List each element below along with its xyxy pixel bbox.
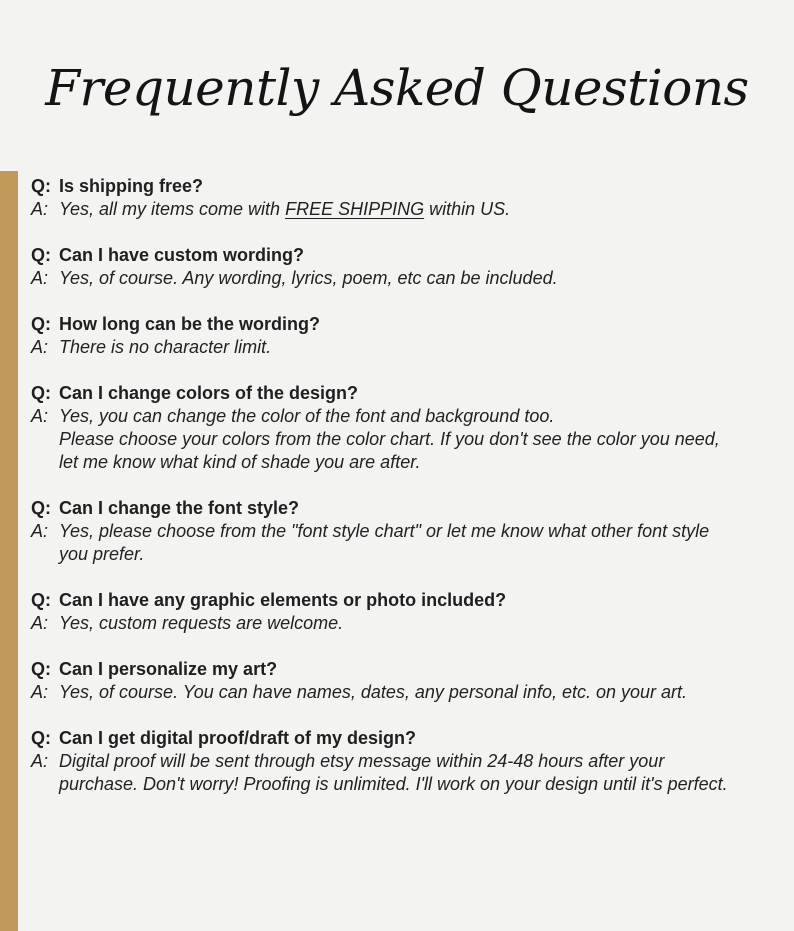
answer-line: Please choose your colors from the color chart. If you don't see the color you need,: [59, 429, 720, 449]
answer-line: Yes, you can change the color of the font and background too.: [59, 406, 555, 426]
answer-line: you prefer.: [59, 544, 145, 564]
answer-text: [59, 750, 781, 796]
answer-line: Yes, please choose from the "font style chart" or let me know what other font style: [59, 521, 710, 541]
question-text: How long can be the wording?: [59, 314, 320, 334]
free-shipping-link[interactable]: FREE SHIPPING: [285, 199, 425, 219]
answer-prefix: A:: [31, 751, 49, 771]
question-prefix: Q:: [31, 659, 51, 679]
answer-prefix: A:: [31, 406, 49, 426]
answer-text: [59, 681, 781, 704]
answer-text: [59, 267, 781, 290]
answer-text: [59, 198, 781, 221]
answer-line: purchase. Don't worry! Proofing is unlimited. I'll work on your design until it's perfect.: [59, 774, 728, 794]
answer-prefix: A:: [31, 613, 49, 633]
answer-prefix: A:: [31, 682, 49, 702]
faq-item-wording-length: [31, 313, 781, 359]
question-text: Can I have custom wording?: [59, 245, 305, 265]
answer: [31, 336, 781, 359]
answer: [31, 198, 781, 221]
answer-text-post: within US.: [424, 199, 511, 219]
question-text: Can I have any graphic elements or photo included?: [59, 590, 507, 610]
answer: [31, 405, 781, 474]
answer: [31, 267, 781, 290]
question: [31, 244, 781, 267]
question: [31, 589, 781, 612]
faq-item-graphic-elements: [31, 589, 781, 635]
question-prefix: Q:: [31, 728, 51, 748]
gold-accent-bar: [0, 171, 18, 931]
answer-prefix: A:: [31, 268, 49, 288]
question-prefix: Q:: [31, 314, 51, 334]
faq-item-custom-wording: [31, 244, 781, 290]
question-prefix: Q:: [31, 498, 51, 518]
answer-text: [59, 612, 781, 635]
question-text: Can I change the font style?: [59, 498, 300, 518]
faq-item-font-style: [31, 497, 781, 566]
answer-line: Digital proof will be sent through etsy message within 24-48 hours after your: [59, 751, 665, 771]
faq-item-digital-proof: [31, 727, 781, 796]
answer-prefix: A:: [31, 521, 49, 541]
question: [31, 175, 781, 198]
answer-prefix: A:: [31, 337, 49, 357]
answer-line: let me know what kind of shade you are after.: [59, 452, 421, 472]
faq-list: [31, 175, 781, 819]
answer: [31, 750, 781, 796]
question: [31, 497, 781, 520]
question-prefix: Q:: [31, 245, 51, 265]
answer-text: [59, 336, 781, 359]
question-text: Can I change colors of the design?: [59, 383, 359, 403]
question-text: Can I get digital proof/draft of my design?: [59, 728, 417, 748]
answer-text: [59, 520, 781, 566]
answer-line: Yes, of course. You can have names, dates, any personal info, etc. on your art.: [59, 682, 688, 702]
answer-line: Yes, of course. Any wording, lyrics, poem, etc can be included.: [59, 268, 558, 288]
answer-text: [59, 405, 781, 474]
faq-item-colors: [31, 382, 781, 474]
question-prefix: Q:: [31, 383, 51, 403]
question-text: Can I personalize my art?: [59, 659, 278, 679]
question: [31, 382, 781, 405]
faq-item-personalize: [31, 658, 781, 704]
answer: [31, 612, 781, 635]
answer-text-pre: Yes, all my items come with: [59, 199, 286, 219]
faq-item-shipping: [31, 175, 781, 221]
question-text: Is shipping free?: [59, 176, 204, 196]
page-title: Frequently Asked Questions: [45, 59, 749, 117]
question-prefix: Q:: [31, 590, 51, 610]
answer: [31, 520, 781, 566]
answer-line: Yes, custom requests are welcome.: [59, 613, 344, 633]
answer-line: There is no character limit.: [59, 337, 272, 357]
question: [31, 727, 781, 750]
question-prefix: Q:: [31, 176, 51, 196]
answer: [31, 681, 781, 704]
answer-prefix: A:: [31, 199, 49, 219]
question: [31, 658, 781, 681]
question: [31, 313, 781, 336]
